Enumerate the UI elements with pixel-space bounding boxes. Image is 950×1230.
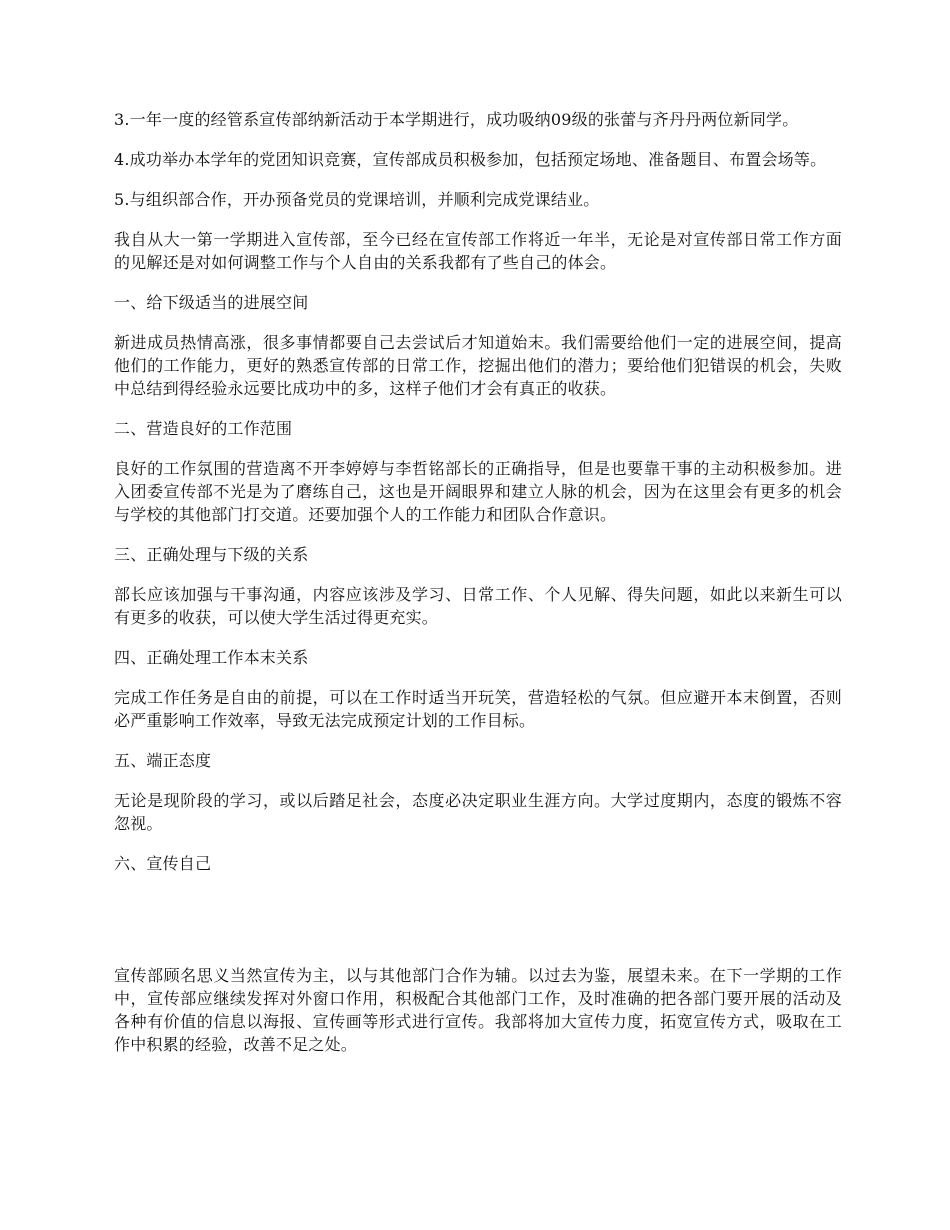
section-heading-3: 三、正确处理与下级的关系	[114, 545, 309, 564]
list-item-4: 4.成功举办本学年的党团知识竞赛，宣传部成员积极参加，包括预定场地、准备题目、布置会场等。	[114, 150, 827, 169]
section-body-4: 完成工作任务是自由的前提，可以在工作时适当开玩笑，营造轻松的气氛。但应避开本末倒置，否则必严重影响工作效率，导致无法完成预定计划的工作目标。	[114, 688, 842, 730]
closing-paragraph: 宣传部顾名思义当然宣传为主，以与其他部门合作为辅。以过去为鉴，展望未来。在下一学期的工作中，宣传部应继续发挥对外窗口作用，积极配合其他部门工作，及时准确的把各部门要开展的活动及各种有价值的信息以海报、宣传画等形式进行宣传。我部将加大宣传力度，拓宽宣传方式，吸取在工作中积累的经验，改善不足之处。	[114, 966, 842, 1054]
section-body-1: 新进成员热情高涨，很多事情都要自己去尝试后才知道始末。我们需要给他们一定的进展空间，提高他们的工作能力，更好的熟悉宣传部的日常工作，挖掘出他们的潜力；要给他们犯错误的机会，失败中总结到得经验永远要比成功中的多，这样子他们才会有真正的收获。	[114, 333, 842, 398]
section-heading-1: 一、给下级适当的进展空间	[114, 293, 309, 312]
section-body-2: 良好的工作氛围的营造离不开李婷婷与李哲铭部长的正确指导，但是也要靠干事的主动积极参加。进入团委宣传部不光是为了磨练自己，这也是开阔眼界和建立人脉的机会，因为在这里会有更多的机会与学校的其他部门打交道。还要加强个人的工作能力和团队合作意识。	[114, 459, 842, 524]
section-heading-6: 六、宣传自己	[114, 854, 212, 873]
list-item-3: 3.一年一度的经管系宣传部纳新活动于本学期进行，成功吸纳09级的张蕾与齐丹丹两位新同学。	[114, 110, 799, 129]
blank-gap	[114, 892, 842, 964]
section-body-3: 部长应该加强与干事沟通，内容应该涉及学习、日常工作、个人见解、得失问题，如此以来新生可以有更多的收获，可以使大学生活过得更充实。	[114, 585, 842, 627]
intro-paragraph: 我自从大一第一学期进入宣传部，至今已经在宣传部工作将近一年半，无论是对宣传部日常工作方面的见解还是对如何调整工作与个人自由的关系我都有了些自己的体会。	[114, 230, 842, 272]
list-item-5: 5.与组织部合作，开办预备党员的党课培训，并顺利完成党课结业。	[114, 190, 600, 209]
section-body-5: 无论是现阶段的学习，或以后踏足社会，态度必决定职业生涯方向。大学过度期内，态度的锻炼不容忽视。	[114, 791, 842, 833]
section-heading-5: 五、端正态度	[114, 751, 212, 770]
section-heading-4: 四、正确处理工作本末关系	[114, 648, 309, 667]
section-heading-2: 二、营造良好的工作范围	[114, 419, 293, 438]
